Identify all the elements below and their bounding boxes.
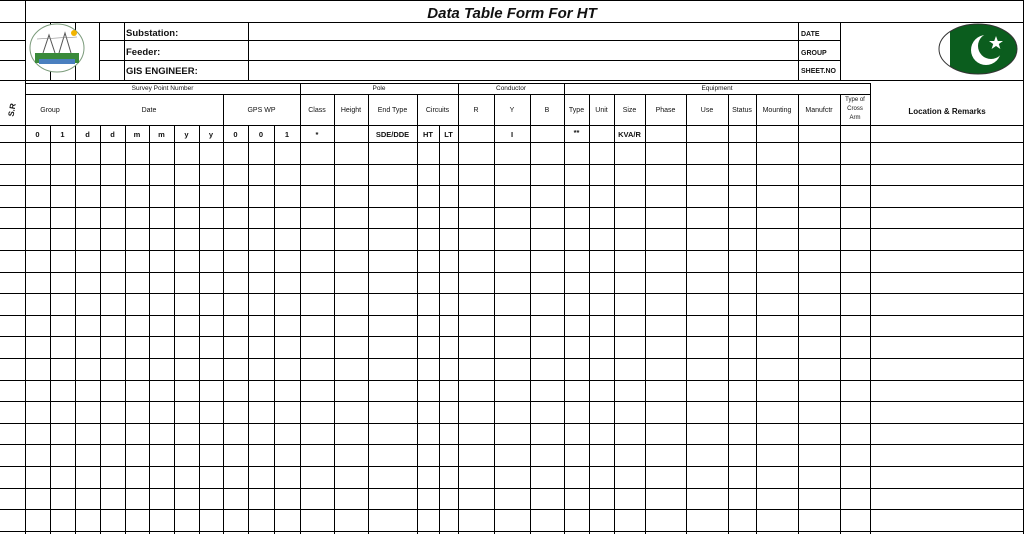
sheet-no-label: SHEET.NO bbox=[801, 68, 837, 75]
col-phase: Phase bbox=[655, 107, 676, 114]
grid-line bbox=[439, 94, 440, 534]
date-label: DATE bbox=[801, 31, 820, 38]
format-digit: d bbox=[110, 130, 115, 139]
col-size: Size bbox=[622, 107, 637, 114]
grid-line bbox=[728, 94, 729, 534]
format-digit: 1 bbox=[284, 130, 290, 139]
survey-point-number-header: Survey Point Number bbox=[131, 85, 194, 92]
grid-line bbox=[368, 94, 369, 534]
format-digit: m bbox=[133, 130, 141, 139]
pole-header: Pole bbox=[372, 85, 386, 92]
grid-line bbox=[798, 94, 799, 534]
col-class: Class bbox=[308, 107, 326, 114]
grid-line bbox=[0, 488, 1024, 489]
grid-line bbox=[756, 94, 757, 534]
grid-line bbox=[0, 509, 1024, 510]
format-digit: d bbox=[85, 130, 90, 139]
equipment-header: Equipment bbox=[701, 85, 733, 92]
format-digit: y bbox=[184, 130, 189, 139]
grid-line bbox=[645, 94, 646, 534]
grid-line bbox=[99, 40, 840, 41]
format-digit: 0 bbox=[233, 130, 238, 139]
grid-line bbox=[0, 423, 1024, 424]
col-circuits: Circuits bbox=[425, 107, 450, 114]
col-status: Status bbox=[732, 107, 752, 114]
grid-line bbox=[0, 142, 1024, 143]
format-digit: 0 bbox=[258, 130, 264, 139]
col-use: Use bbox=[700, 107, 714, 114]
grid-line bbox=[50, 94, 51, 534]
grid-line bbox=[0, 531, 1024, 532]
format-equip-type: ** bbox=[573, 128, 580, 137]
grid-line bbox=[840, 94, 841, 534]
grid-line bbox=[0, 207, 1024, 208]
col-end-type: End Type bbox=[377, 107, 408, 114]
grid-line bbox=[589, 94, 590, 534]
col-location-remarks: Location & Remarks bbox=[908, 107, 986, 116]
grid-line bbox=[0, 358, 1024, 359]
grid-line bbox=[798, 22, 799, 80]
grid-line bbox=[25, 94, 870, 95]
grid-line bbox=[0, 401, 1024, 402]
format-digit: m bbox=[158, 130, 165, 139]
grid-line bbox=[124, 22, 125, 80]
grid-line bbox=[0, 164, 1024, 165]
format-conductor-y: I bbox=[510, 130, 514, 139]
grid-line bbox=[223, 94, 224, 534]
grid-line bbox=[0, 0, 1024, 1]
grid-line bbox=[0, 272, 1024, 273]
col-type-of-cross-arm-3: Arm bbox=[849, 115, 861, 121]
grid-line bbox=[99, 60, 840, 61]
grid-line bbox=[0, 380, 1024, 381]
format-digit: 0 bbox=[35, 130, 40, 139]
grid-line bbox=[0, 40, 25, 41]
col-type-of-cross-arm-2: Cross bbox=[847, 106, 863, 112]
form-title: Data Table Form For HT bbox=[427, 5, 597, 22]
grid-line bbox=[248, 94, 249, 534]
grid-line bbox=[0, 228, 1024, 229]
group-label: GROUP bbox=[801, 50, 827, 57]
grid-line bbox=[100, 94, 101, 534]
utility-logo bbox=[29, 23, 85, 73]
col-date: Date bbox=[141, 107, 157, 114]
grid-line bbox=[25, 83, 870, 84]
grid-line bbox=[199, 94, 200, 534]
grid-line bbox=[149, 94, 150, 534]
grid-line bbox=[334, 94, 335, 534]
grid-line bbox=[0, 336, 1024, 337]
grid-line bbox=[0, 125, 1024, 126]
grid-line bbox=[530, 94, 531, 534]
col-b: B bbox=[544, 107, 550, 114]
grid-line bbox=[0, 22, 25, 23]
grid-line bbox=[0, 293, 1024, 294]
pakistan-flag bbox=[938, 23, 1018, 75]
grid-line bbox=[75, 94, 76, 534]
grid-line bbox=[99, 22, 100, 80]
grid-line bbox=[125, 94, 126, 534]
col-manufctr: Manufctr bbox=[805, 107, 833, 114]
grid-line bbox=[0, 185, 1024, 186]
grid-line bbox=[0, 466, 1024, 467]
conductor-header: Conductor bbox=[496, 85, 526, 92]
grid-line bbox=[0, 315, 1024, 316]
format-size: KVA/R bbox=[618, 130, 641, 139]
col-mounting: Mounting bbox=[762, 107, 792, 114]
grid-line bbox=[248, 22, 249, 80]
col-y: Y bbox=[509, 107, 515, 114]
grid-line bbox=[686, 94, 687, 534]
format-end-type: SDE/DDE bbox=[375, 130, 410, 139]
format-class: * bbox=[315, 130, 319, 139]
col-group: Group bbox=[40, 107, 60, 114]
col-type-of-cross-arm-1: Type of bbox=[845, 97, 865, 103]
col-unit: Unit bbox=[595, 107, 608, 114]
sr-label: S.R bbox=[6, 102, 18, 118]
col-type: Type bbox=[568, 107, 585, 114]
feeder-label: Feeder: bbox=[126, 47, 161, 58]
format-circuits-ht: HT bbox=[423, 130, 433, 139]
col-r: R bbox=[473, 107, 479, 114]
substation-label: Substation: bbox=[126, 28, 179, 39]
col-gps-wp: GPS WP bbox=[247, 107, 276, 114]
grid-line bbox=[274, 94, 275, 534]
grid-line bbox=[0, 60, 25, 61]
grid-line bbox=[417, 94, 418, 534]
grid-line bbox=[174, 94, 175, 534]
format-digit: y bbox=[208, 130, 214, 139]
grid-line bbox=[0, 250, 1024, 251]
grid-line bbox=[25, 22, 1024, 23]
grid-line bbox=[614, 94, 615, 534]
gis-engineer-label: GIS ENGINEER: bbox=[126, 66, 198, 77]
grid-line bbox=[0, 80, 1024, 81]
format-digit: 1 bbox=[60, 130, 65, 139]
col-height: Height bbox=[340, 107, 362, 114]
grid-line bbox=[494, 94, 495, 534]
format-circuits-lt: LT bbox=[444, 130, 453, 139]
grid-line bbox=[840, 22, 841, 80]
grid-line bbox=[0, 444, 1024, 445]
